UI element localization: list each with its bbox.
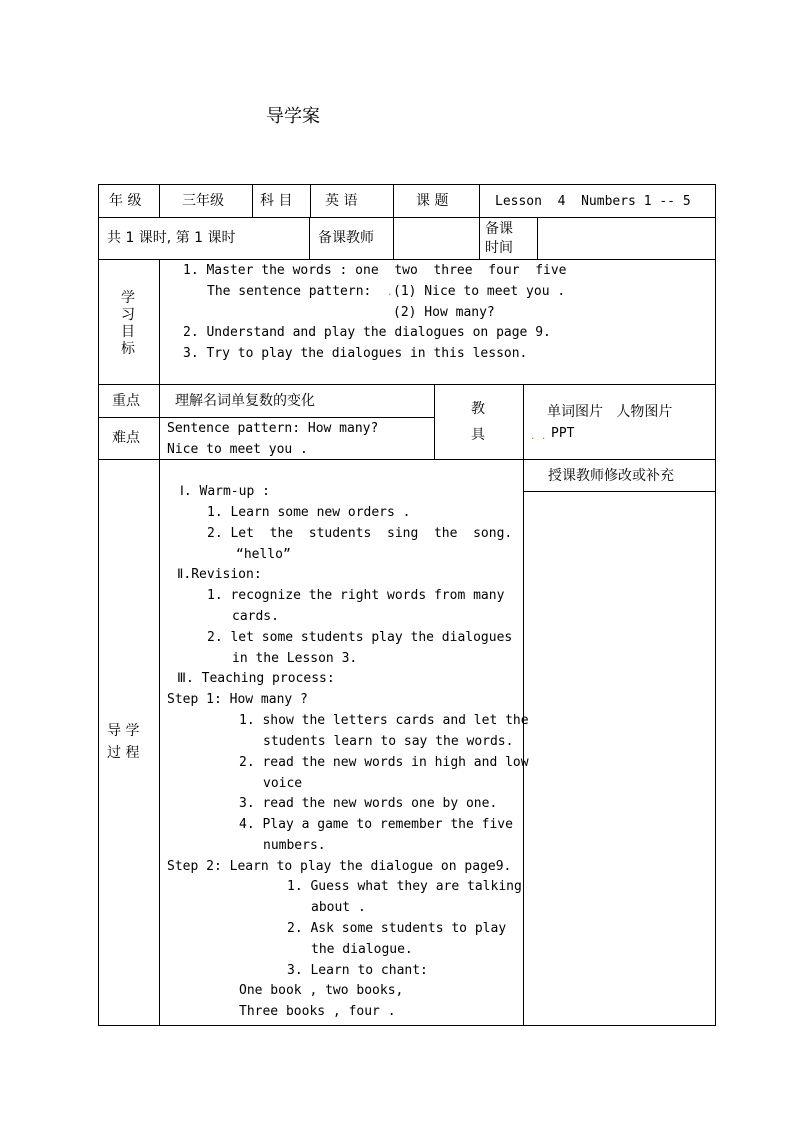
page-title: 导学案 <box>266 106 320 127</box>
process-line: Step 1: How many ? <box>167 692 308 707</box>
process-line: the dialogue. <box>311 942 413 957</box>
process-line: in the Lesson 3. <box>232 651 358 666</box>
difficulty-line-1: Sentence pattern: How many? <box>167 421 379 436</box>
topic-value: Lesson 4 Numbers 1 -- 5 <box>495 194 691 209</box>
process-line: One book , two books, <box>239 983 404 998</box>
process-line: 2. let some students play the dialogues <box>207 630 513 645</box>
process-line: 3. read the new words one by one. <box>239 796 498 811</box>
prep-time-label-2: 时间 <box>485 240 513 256</box>
prep-time-label-1: 备课 <box>485 221 513 237</box>
pattern-1: (1) Nice to meet you . <box>393 284 566 299</box>
topic-label: 课 题 <box>416 193 449 209</box>
key-label: 重点 <box>112 393 140 409</box>
edit-mark: . . <box>530 432 547 442</box>
process-line: about . <box>311 900 366 915</box>
grade-label: 年 级 <box>109 193 142 209</box>
process-line: Step 2: Learn to play the dialogue on page9. <box>167 859 512 874</box>
teacher-notes-header: 授课教师修改或补充 <box>548 468 674 484</box>
process-label-1: 导 学 <box>107 723 140 739</box>
edit-mark: . <box>387 288 393 298</box>
sentence-pattern-label: The sentence pattern: <box>207 284 372 299</box>
process-line: 2. Let the students sing the song. <box>207 526 513 541</box>
difficulty-label: 难点 <box>112 430 140 446</box>
subject-value: 英 语 <box>325 193 358 209</box>
key-value: 理解名词单复数的变化 <box>175 393 315 409</box>
process-line: “hello” <box>236 547 291 562</box>
objective-1: 1. Master the words : one two three four five <box>183 263 567 278</box>
process-line: Ⅰ. Warm-up : <box>180 484 270 499</box>
process-label-2: 过 程 <box>107 745 140 761</box>
process-line: 1. Learn some new orders . <box>207 505 411 520</box>
process-line: 3. Learn to chant: <box>287 963 428 978</box>
teacher-label: 备课教师 <box>318 230 374 246</box>
objective-2: 2. Understand and play the dialogues on page 9. <box>183 325 551 340</box>
process-line: voice <box>263 776 303 791</box>
aids-line-2: PPT <box>551 426 575 441</box>
process-line: Ⅱ.Revision: <box>177 567 262 582</box>
process-line: 4. Play a game to remember the five <box>239 817 513 832</box>
process-line: 1. Guess what they are talking <box>287 879 522 894</box>
process-line: Ⅲ. Teaching process: <box>177 671 335 686</box>
process-line: Three books , four . <box>239 1004 396 1019</box>
process-line: students learn to say the words. <box>263 734 514 749</box>
process-line: 2. read the new words in high and low <box>239 755 529 770</box>
aids-line-1: 单词图片 人物图片 <box>547 404 673 420</box>
difficulty-line-2: Nice to meet you . <box>167 442 308 457</box>
process-line: numbers. <box>263 838 326 853</box>
process-line: 1. show the letters cards and let the <box>239 713 529 728</box>
aids-label-1: 教 <box>471 401 485 417</box>
grade-value: 三年级 <box>182 193 224 209</box>
objective-3: 3. Try to play the dialogues in this lesson. <box>183 346 528 361</box>
process-line: cards. <box>232 609 279 624</box>
subject-label: 科 目 <box>260 193 293 209</box>
process-line: 2. Ask some students to play <box>287 921 507 936</box>
aids-label-2: 具 <box>471 427 485 443</box>
process-line: 1. recognize the right words from many <box>207 588 505 603</box>
pattern-2: (2) How many? <box>393 305 495 320</box>
hours-text: 共 1 课时, 第 1 课时 <box>107 230 236 246</box>
